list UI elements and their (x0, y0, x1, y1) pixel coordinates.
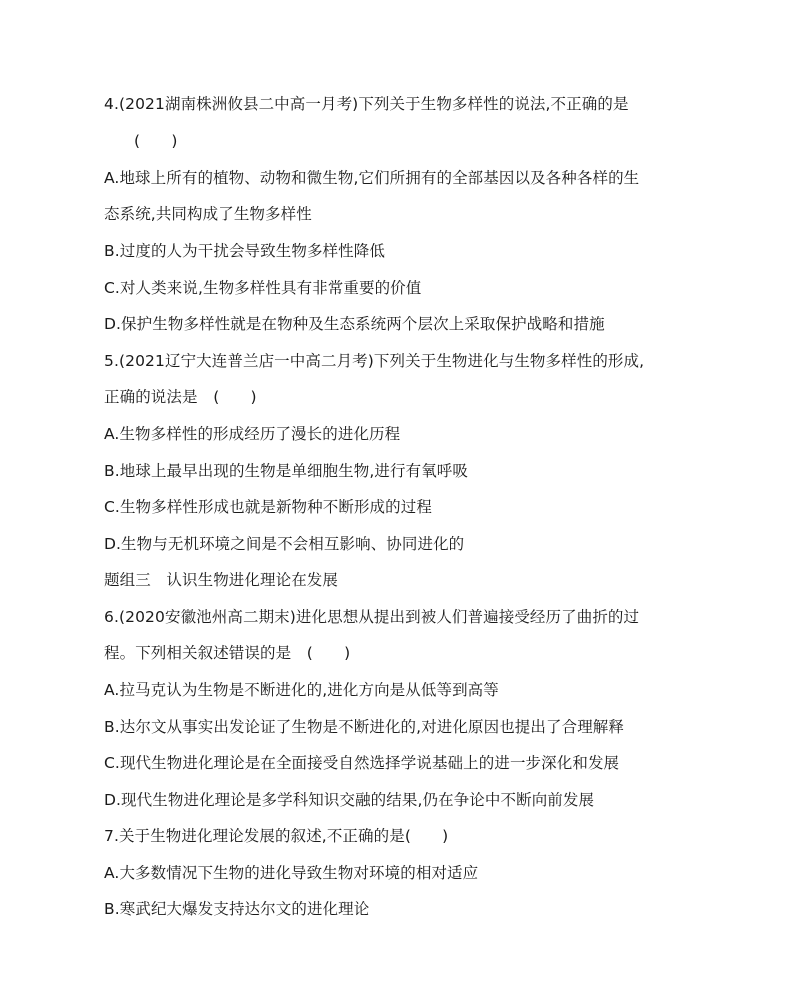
q6-option-d: D.现代生物进化理论是多学科知识交融的结果,仍在争论中不断向前发展 (104, 791, 595, 809)
q5-option-b: B.地球上最早出现的生物是单细胞生物,进行有氧呼吸 (104, 462, 468, 480)
q5-stem-line1: 5.(2021辽宁大连普兰店一中高二月考)下列关于生物进化与生物多样性的形成, (104, 352, 645, 370)
q7-option-a: A.大多数情况下生物的进化导致生物对环境的相对适应 (104, 864, 479, 882)
q6-option-b: B.达尔文从事实出发论证了生物是不断进化的,对进化原因也提出了合理解释 (104, 718, 624, 736)
section-heading: 题组三 认识生物进化理论在发展 (104, 571, 339, 589)
q4-option-a-line1: A.地球上所有的植物、动物和微生物,它们所拥有的全部基因以及各种各样的生 (104, 169, 640, 187)
q4-option-d: D.保护生物多样性就是在物种及生态系统两个层次上采取保护战略和措施 (104, 315, 605, 333)
q6-option-c: C.现代生物进化理论是在全面接受自然选择学说基础上的进一步深化和发展 (104, 754, 620, 772)
q4-option-b: B.过度的人为干扰会导致生物多样性降低 (104, 242, 385, 260)
q5-option-d: D.生物与无机环境之间是不会相互影响、协同进化的 (104, 535, 465, 553)
q7-option-b: B.寒武纪大爆发支持达尔文的进化理论 (104, 900, 370, 918)
q4-option-c: C.对人类来说,生物多样性具有非常重要的价值 (104, 279, 422, 297)
q5-stem-line2: 正确的说法是 ( ) (104, 388, 257, 406)
q7-stem: 7.关于生物进化理论发展的叙述,不正确的是( ) (104, 827, 449, 845)
q4-answer-bracket: ( ) (134, 132, 178, 150)
q4-option-a-line2: 态系统,共同构成了生物多样性 (104, 205, 312, 223)
q5-option-a: A.生物多样性的形成经历了漫长的进化历程 (104, 425, 401, 443)
q5-option-c: C.生物多样性形成也就是新物种不断形成的过程 (104, 498, 432, 516)
q6-option-a: A.拉马克认为生物是不断进化的,进化方向是从低等到高等 (104, 681, 499, 699)
q4-stem-line1: 4.(2021湖南株洲攸县二中高一月考)下列关于生物多样性的说法,不正确的是 (104, 95, 629, 113)
q6-stem-line2: 程。下列相关叙述错误的是 ( ) (104, 644, 351, 662)
q6-stem-line1: 6.(2020安徽池州高二期末)进化思想从提出到被人们普遍接受经历了曲折的过 (104, 608, 640, 626)
